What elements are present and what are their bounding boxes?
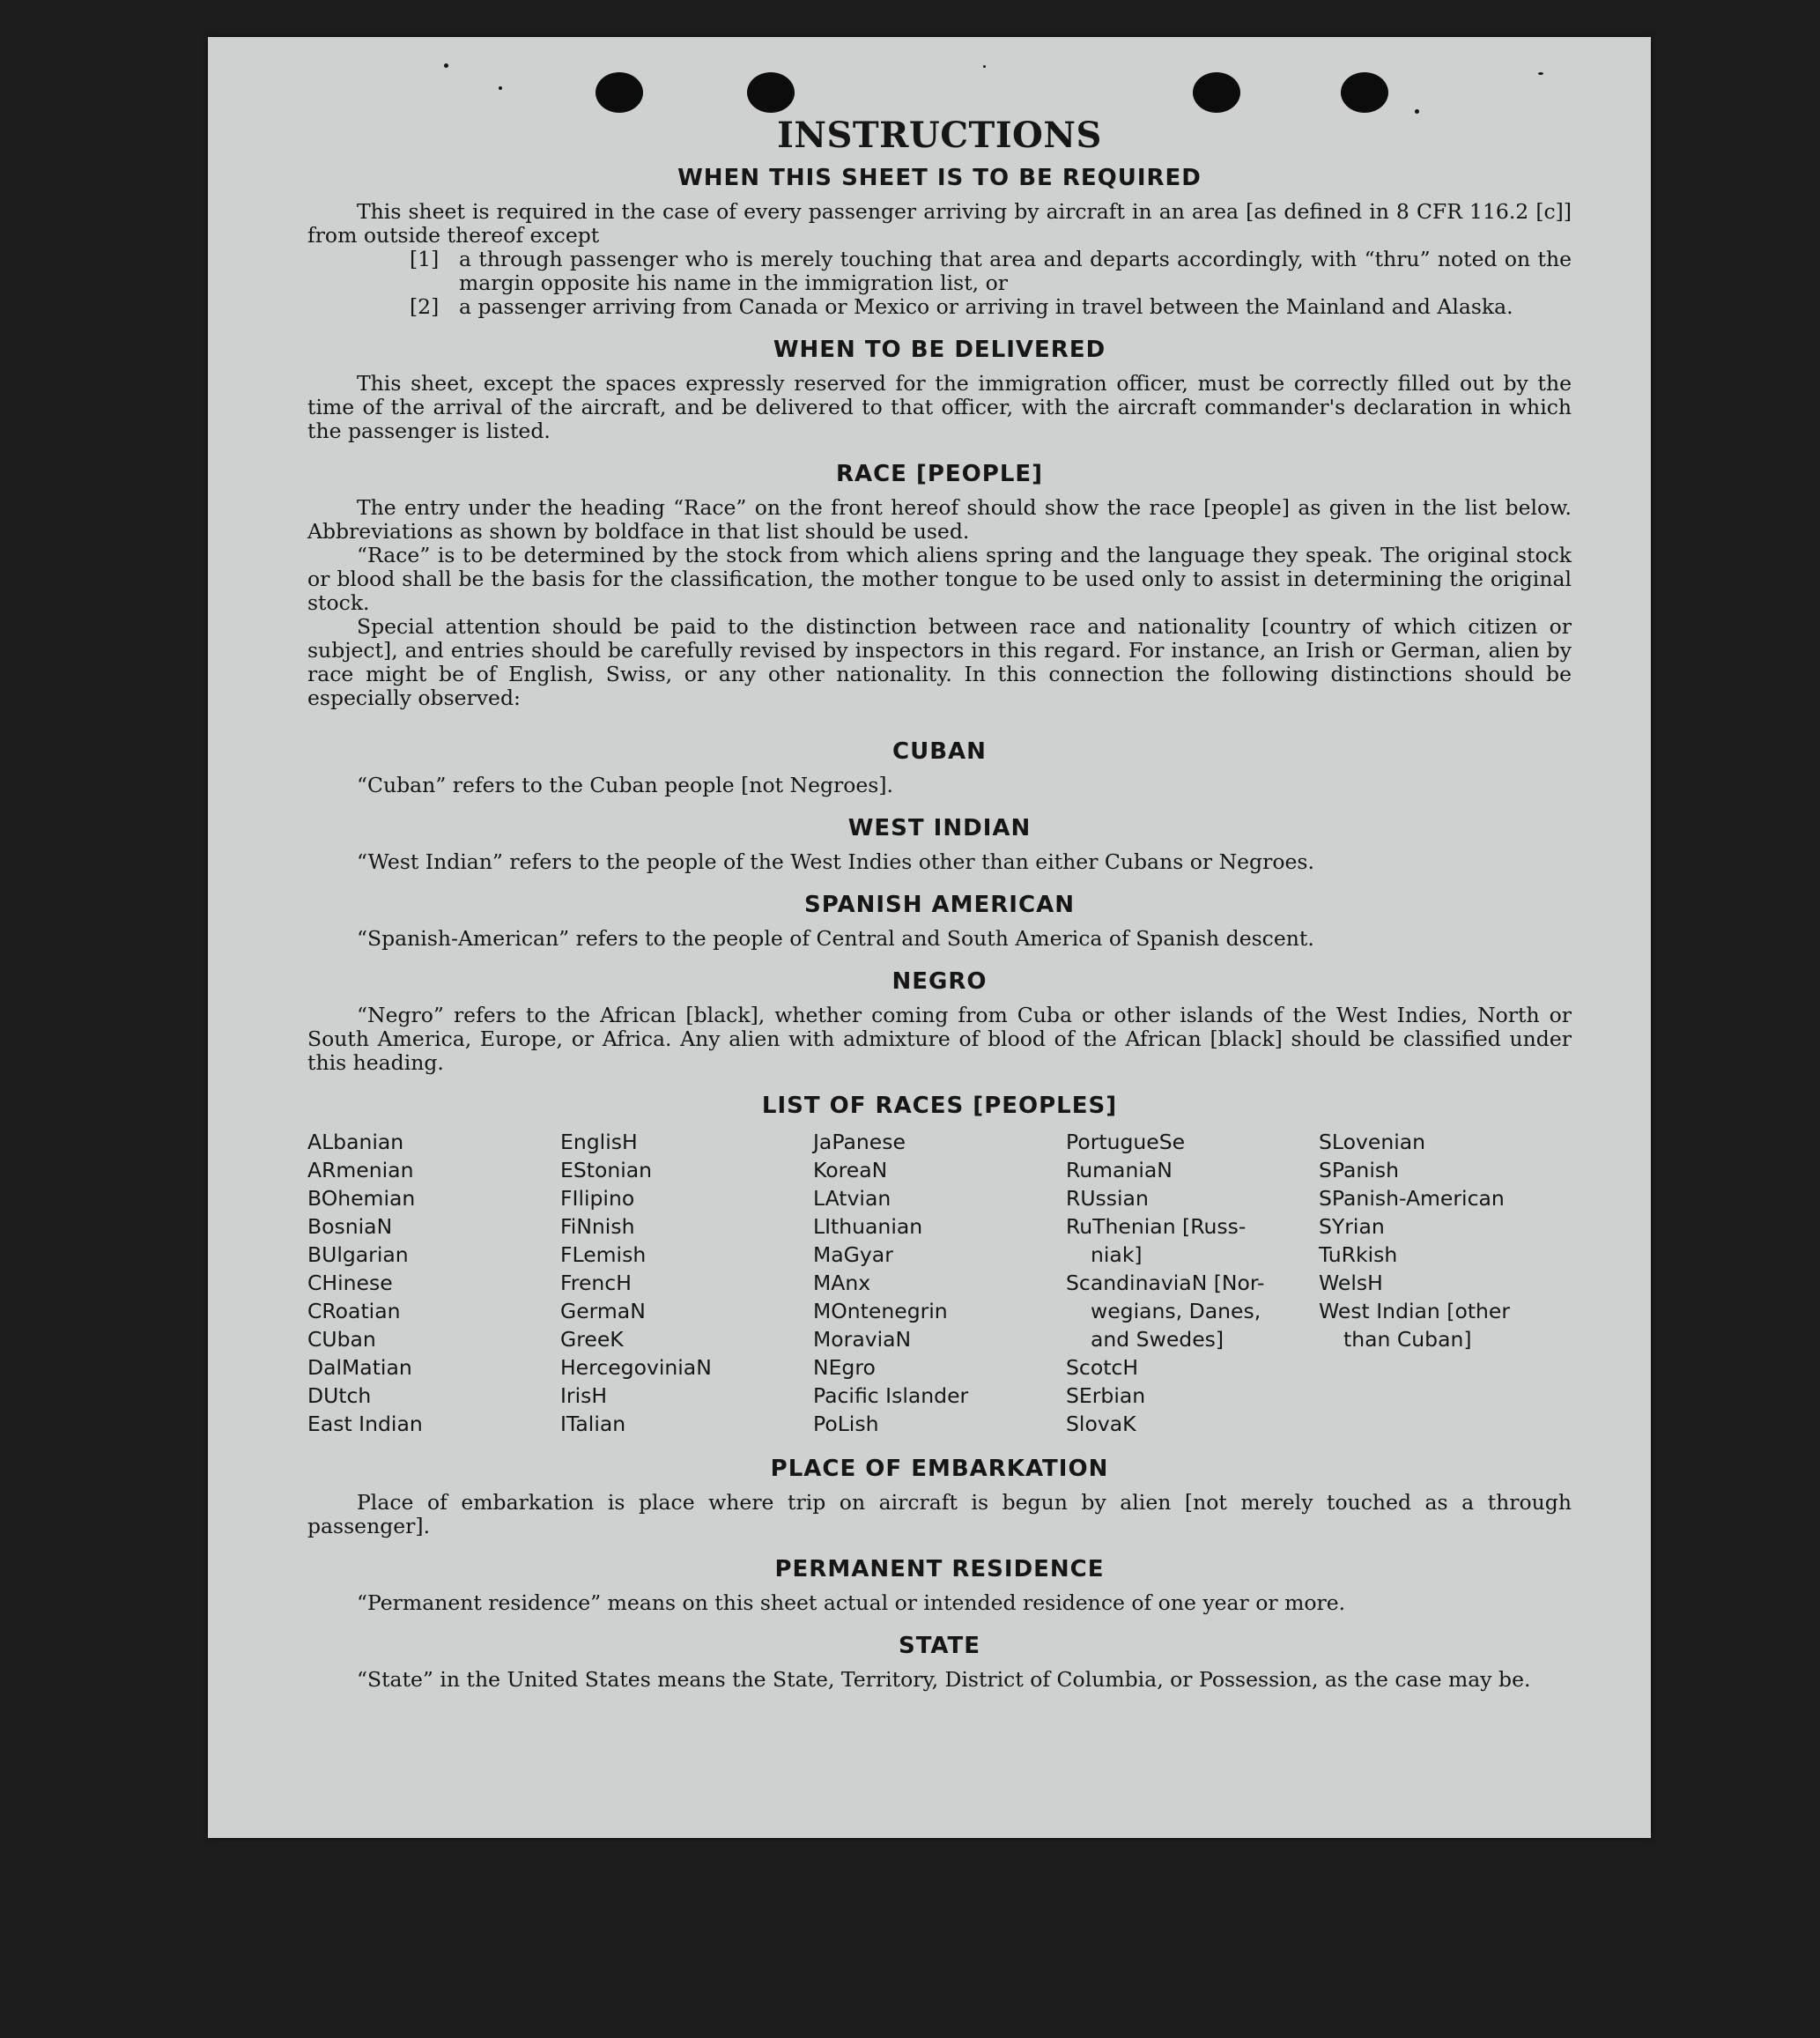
section-heading: WHEN THIS SHEET IS TO BE REQUIRED <box>677 165 1202 191</box>
punch-hole <box>596 72 643 113</box>
race-entry: SYrian <box>1319 1214 1385 1239</box>
paragraph: “Race” is to be determined by the stock from which aliens spring and the language they speak. The original stock or blood shall be the basis for the classification, the mother tongue to be used only to assist in determining the original stock. <box>307 543 1572 615</box>
race-entry: RuThenian [Russ- <box>1066 1214 1247 1239</box>
section-heading: PERMANENT RESIDENCE <box>774 1556 1105 1582</box>
race-entry: and Swedes] <box>1091 1327 1224 1352</box>
section-heading: LIST OF RACES [PEOPLES] <box>761 1093 1118 1119</box>
section-heading: WHEN TO BE DELIVERED <box>773 337 1106 363</box>
race-entry: FiNnish <box>560 1214 635 1239</box>
race-entry: MAnx <box>813 1271 871 1295</box>
paragraph: This sheet, except the spaces expressly reserved for the immigration officer, must be correctly filled out by the time of the arrival of the aircraft, and be delivered to that officer, with the aircraft commander's declaration in which the passenger is listed. <box>307 371 1572 443</box>
punch-hole <box>747 72 795 113</box>
race-entry: GermaN <box>560 1299 646 1323</box>
race-entry: SPanish-American <box>1319 1186 1505 1211</box>
paragraph: “State” in the United States means the State, Territory, District of Columbia, or Possession, as the case may be. <box>357 1667 1531 1692</box>
paragraph: The entry under the heading “Race” on the front hereof should show the race [people] as given in the list below. Abbreviations as shown by boldface in that list should be used. <box>307 495 1572 544</box>
paragraph: This sheet is required in the case of every passenger arriving by aircraft in an area [as defined in 8 CFR 116.2 [c]] from outside thereof except <box>307 199 1572 248</box>
race-entry: DUtch <box>307 1383 372 1408</box>
race-entry: EnglisH <box>560 1130 638 1154</box>
race-entry: MOntenegrin <box>813 1299 948 1323</box>
race-entry: LIthuanian <box>813 1214 923 1239</box>
race-entry: WelsH <box>1319 1271 1383 1295</box>
page-title: INSTRUCTIONS <box>777 115 1102 156</box>
paragraph: “Cuban” refers to the Cuban people [not Negroes]. <box>357 773 894 797</box>
race-entry: West Indian [other <box>1319 1299 1511 1323</box>
race-entry: FIlipino <box>560 1186 635 1211</box>
race-entry: ScandinaviaN [Nor- <box>1066 1271 1265 1295</box>
section-heading: STATE <box>898 1633 981 1659</box>
races-column <box>813 1128 1066 1438</box>
race-entry: IrisH <box>560 1383 608 1408</box>
race-entry: TuRkish <box>1319 1242 1398 1267</box>
race-entry: BOhemian <box>307 1186 416 1211</box>
race-entry: BosniaN <box>307 1214 393 1239</box>
race-entry: SLovenian <box>1319 1130 1426 1154</box>
race-entry: GreeK <box>560 1327 624 1352</box>
race-entry: ARmenian <box>307 1158 414 1182</box>
document-sheet <box>208 37 1651 1838</box>
race-entry: CHinese <box>307 1271 393 1295</box>
punch-hole <box>1193 72 1240 113</box>
section-heading: SPANISH AMERICAN <box>804 892 1075 918</box>
race-entry: DalMatian <box>307 1355 412 1380</box>
paragraph: “West Indian” refers to the people of the West Indies other than either Cubans or Negroes. <box>357 849 1314 874</box>
race-entry: LAtvian <box>813 1186 892 1211</box>
paragraph: “Negro” refers to the African [black], whether coming from Cuba or other islands of the West Indies, North or South America, Europe, or Africa. Any alien with admixture of blood of the African [black] should be classified under this heading. <box>307 1003 1572 1075</box>
race-entry: MaGyar <box>813 1242 893 1267</box>
race-entry: PoLish <box>813 1412 879 1436</box>
races-list <box>307 1128 1572 1438</box>
race-entry: Pacific Islander <box>813 1383 969 1408</box>
races-column <box>1319 1128 1572 1438</box>
section-heading: CUBAN <box>892 738 987 765</box>
race-entry: HercegoviniaN <box>560 1355 712 1380</box>
race-entry: FrencH <box>560 1271 632 1295</box>
section-heading: NEGRO <box>892 968 988 995</box>
section-heading: WEST INDIAN <box>847 815 1032 841</box>
paragraph: Place of embarkation is place where trip on aircraft is begun by alien [not merely touched as a through passenger]. <box>307 1490 1572 1538</box>
race-entry: niak] <box>1091 1242 1143 1267</box>
paragraph: “Spanish-American” refers to the people of Central and South America of Spanish descent. <box>357 926 1314 951</box>
race-entry: SErbian <box>1066 1383 1146 1408</box>
race-entry: ScotcH <box>1066 1355 1139 1380</box>
race-entry: JaPanese <box>813 1130 906 1154</box>
paragraph: Special attention should be paid to the distinction between race and nationality [country of which citizen or subject], and entries should be carefully revised by inspectors in this regard. For instance, an Irish or German, alien by race might be of English, Swiss, or any other nationality. In this connection the following distinctions should be especially observed: <box>307 614 1572 710</box>
list-item: [1] a through passenger who is merely touching that area and departs accordingly, with “thru” noted on the margin opposite his name in the immigration list, or <box>410 247 1572 295</box>
race-entry: BUlgarian <box>307 1242 409 1267</box>
race-entry: CRoatian <box>307 1299 401 1323</box>
list-item: [2] a passenger arriving from Canada or Mexico or arriving in travel between the Mainland and Alaska. <box>410 294 1513 319</box>
races-column <box>307 1128 560 1438</box>
punch-hole <box>1341 72 1388 113</box>
race-entry: KoreaN <box>813 1158 888 1182</box>
race-entry: FLemish <box>560 1242 647 1267</box>
race-entry: RumaniaN <box>1066 1158 1173 1182</box>
race-entry: CUban <box>307 1327 376 1352</box>
paragraph: “Permanent residence” means on this sheet actual or intended residence of one year or more. <box>357 1590 1346 1615</box>
races-column <box>560 1128 813 1438</box>
race-entry: SPanish <box>1319 1158 1399 1182</box>
race-entry: PortugueSe <box>1066 1130 1186 1154</box>
race-entry: than Cuban] <box>1343 1327 1472 1352</box>
section-heading: RACE [PEOPLE] <box>835 461 1044 487</box>
race-entry: RUssian <box>1066 1186 1149 1211</box>
race-entry: East Indian <box>307 1412 423 1436</box>
race-entry: MoraviaN <box>813 1327 912 1352</box>
instructions-content <box>307 115 1572 1692</box>
race-entry: SlovaK <box>1066 1412 1136 1436</box>
races-column <box>1066 1128 1319 1438</box>
race-entry: ALbanian <box>307 1130 404 1154</box>
section-heading: PLACE OF EMBARKATION <box>770 1456 1109 1482</box>
race-entry: NEgro <box>813 1355 876 1380</box>
race-entry: EStonian <box>560 1158 653 1182</box>
race-entry: wegians, Danes, <box>1091 1299 1261 1323</box>
race-entry: ITalian <box>560 1412 626 1436</box>
